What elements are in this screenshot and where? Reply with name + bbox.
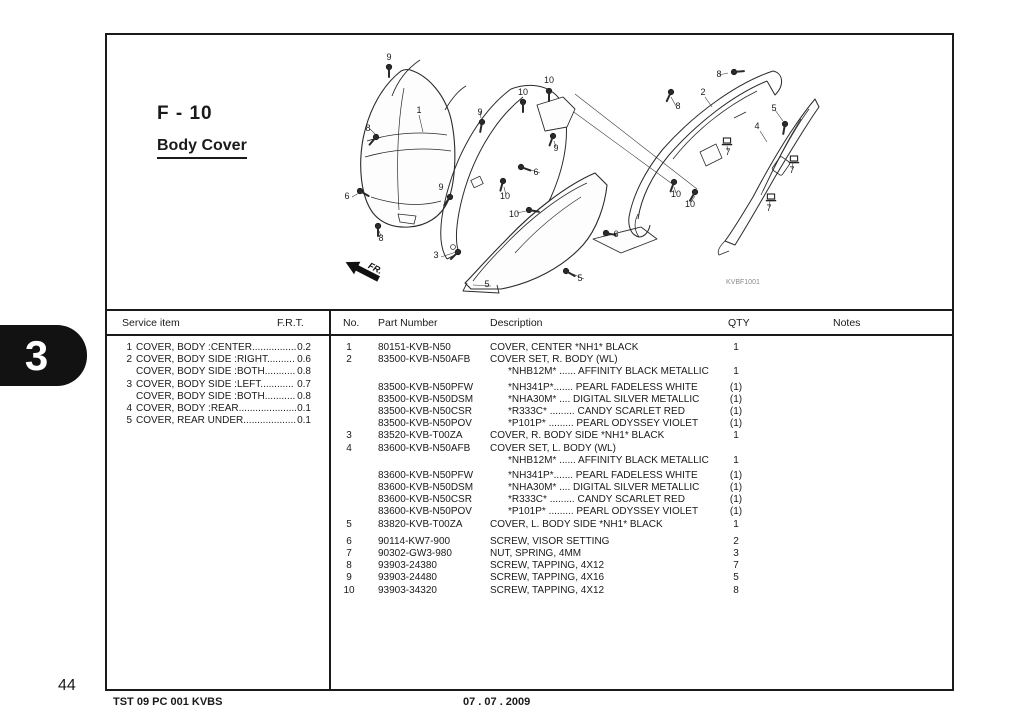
part-row-part-number: 93903-24480: [378, 572, 437, 584]
part-callout-number: 8: [716, 69, 722, 79]
parts-table-row: [330, 482, 950, 494]
section-code: F - 10: [157, 103, 213, 124]
screw-icon: [386, 64, 392, 77]
part-callout-number: 10: [517, 87, 529, 97]
spring-nut-icon: [766, 194, 776, 201]
part-row-qty: 1: [733, 518, 739, 530]
part-row-qty: 8: [733, 584, 739, 596]
section-tab-number: 3: [24, 331, 49, 379]
part-row-qty: 1: [733, 454, 739, 466]
service-row-frt: 0.8: [297, 390, 311, 402]
part-row-part-number: 83600-KVB-N50DSM: [378, 482, 474, 494]
part-row-qty: 3: [733, 548, 739, 559]
service-row-name: COVER, BODY SIDE :LEFT............: [136, 378, 294, 390]
service-item-header: Service item: [122, 317, 180, 329]
service-table-row: [105, 391, 329, 403]
part-callout-number: 6: [533, 167, 539, 177]
screw-icon: [498, 178, 507, 192]
part-row-number: 6: [346, 535, 352, 547]
description-header: Description: [490, 317, 543, 329]
part-row-part-number: 83600-KVB-N50POV: [378, 506, 472, 518]
part-callout-number: 10: [543, 75, 555, 85]
qty-header: QTY: [728, 317, 750, 329]
service-table-row: [105, 415, 329, 427]
parts-table-row: [330, 506, 950, 518]
part-row-description: COVER SET, R. BODY (WL): [490, 354, 618, 366]
part-callout-number: 10: [670, 189, 682, 199]
notes-header: Notes: [833, 317, 861, 329]
part-row-part-number: 93903-24380: [378, 560, 437, 572]
part-callout-number: 5: [771, 103, 777, 113]
part-row-part-number: 90302-GW3-980: [378, 548, 452, 559]
part-callout-number: 5: [577, 273, 583, 283]
part-row-part-number: 80151-KVB-N50: [378, 342, 451, 353]
part-row-description: SCREW, TAPPING, 4X16: [490, 572, 605, 584]
fr-arrow-label: FR.: [366, 260, 385, 277]
part-row-part-number: 83600-KVB-N50PFW: [378, 469, 474, 481]
part-row-number: 2: [346, 354, 352, 366]
parts-table-row: [330, 560, 950, 572]
table-header-rule: [105, 334, 954, 336]
exploded-parts-diagram: [105, 33, 954, 310]
spring-nut-icon: [722, 138, 732, 145]
part-row-description: COVER, R. BODY SIDE *NH1* BLACK: [490, 430, 665, 442]
parts-table-row: [330, 494, 950, 506]
part-row-part-number: 83500-KVB-N50PFW: [378, 381, 474, 393]
part-row-qty: (1): [729, 506, 743, 518]
part-row-part-number: 83600-KVB-N50AFB: [378, 442, 471, 454]
part-row-part-number: 83500-KVB-N50AFB: [378, 354, 471, 366]
part-row-qty: 5: [733, 572, 739, 584]
part-row-qty: (1): [729, 418, 743, 430]
service-row-frt: 0.8: [297, 366, 311, 378]
parts-table: [330, 342, 950, 597]
parts-table-row: [330, 418, 950, 430]
part-row-description: SCREW, VISOR SETTING: [490, 535, 610, 547]
part-row-qty: (1): [729, 494, 743, 506]
service-row-frt: 0.1: [297, 402, 311, 414]
part-row-description: COVER, L. BODY SIDE *NH1* BLACK: [490, 518, 663, 530]
part-row-qty: (1): [729, 381, 743, 393]
part-row-part-number: 83500-KVB-N50DSM: [378, 393, 474, 405]
left-body-cover-part-4: [718, 99, 819, 255]
part-callout-number: 6: [344, 191, 350, 201]
part-number-header: Part Number: [378, 317, 438, 329]
part-row-number: 5: [346, 518, 352, 530]
parts-table-row: [330, 470, 950, 482]
parts-table-row: [330, 443, 950, 455]
no-header: No.: [343, 317, 360, 329]
fr-direction-arrow: [342, 251, 384, 286]
service-row-frt: 0.1: [297, 415, 311, 427]
part-callout-number: 7: [766, 203, 772, 213]
part-callout-number: 9: [553, 143, 559, 153]
part-row-description: *P101P* ......... PEARL ODYSSEY VIOLET: [508, 506, 699, 518]
footer-doc-code: TST 09 PC 001 KVBS: [113, 696, 223, 708]
part-row-description: NUT, SPRING, 4MM: [490, 548, 582, 559]
service-row-number: 1: [126, 342, 132, 353]
part-callout-number: 10: [508, 209, 520, 219]
service-row-name: COVER, REAR UNDER...................: [136, 415, 297, 427]
part-row-number: 7: [346, 548, 352, 559]
service-row-name: COVER, BODY SIDE :RIGHT..........: [136, 354, 295, 366]
part-callout-number: 10: [499, 191, 511, 201]
part-row-part-number: 90114-KW7-900: [378, 535, 451, 547]
service-table-row: [105, 379, 329, 391]
part-callout-number: 7: [725, 147, 731, 157]
part-row-description: *R333C* ......... CANDY SCARLET RED: [508, 494, 685, 506]
service-row-name: COVER, BODY :CENTER................: [136, 342, 297, 353]
parts-table-row: [330, 382, 950, 394]
part-row-description: *R333C* ......... CANDY SCARLET RED: [508, 405, 685, 417]
part-callout-number: 10: [684, 199, 696, 209]
part-row-number: 8: [346, 560, 352, 572]
part-row-description: SCREW, TAPPING, 4X12: [490, 560, 605, 572]
part-row-description: *NHA30M* .... DIGITAL SILVER METALLIC: [508, 393, 700, 405]
parts-table-row: [330, 366, 950, 378]
service-row-frt: 0.2: [297, 342, 311, 353]
diagram-code: KVBF1001: [726, 279, 760, 286]
parts-table-row: [330, 406, 950, 418]
part-row-qty: 1: [733, 366, 739, 378]
service-table-row: [105, 403, 329, 415]
parts-table-row: [330, 585, 950, 597]
screw-icon: [449, 248, 462, 261]
part-callout-number: 2: [700, 87, 706, 97]
part-row-part-number: 83520-KVB-T00ZA: [378, 430, 463, 442]
center-cover-part-1: [361, 60, 466, 227]
screw-icon: [731, 68, 744, 75]
part-row-qty: (1): [729, 405, 743, 417]
part-callout-number: 8: [675, 101, 681, 111]
page-number: 44: [58, 677, 76, 694]
part-row-description: *NH341P*....... PEARL FADELESS WHITE: [508, 469, 698, 481]
rear-under-cover-part-5: [463, 173, 657, 293]
parts-table-row: [330, 354, 950, 366]
service-row-number: 5: [126, 415, 132, 427]
part-row-part-number: 93903-34320: [378, 584, 437, 596]
part-row-qty: (1): [729, 393, 743, 405]
part-row-description: SCREW, TAPPING, 4X12: [490, 584, 605, 596]
screw-icon: [781, 121, 789, 135]
parts-table-row: [330, 536, 950, 548]
parts-table-row: [330, 430, 950, 442]
part-row-qty: 1: [733, 342, 739, 353]
part-row-description: *NHB12M* ...... AFFINITY BLACK METALLIC: [508, 454, 709, 466]
section-tab: [0, 325, 87, 386]
part-row-qty: 7: [733, 560, 739, 572]
screw-icon: [664, 88, 674, 102]
part-row-description: *NHB12M* ...... AFFINITY BLACK METALLIC: [508, 366, 709, 378]
service-row-name: COVER, BODY SIDE :BOTH...........: [136, 390, 296, 402]
service-table-row: [105, 342, 329, 354]
part-row-description: COVER SET, L. BODY (WL): [490, 442, 616, 454]
service-row-name: COVER, BODY :REAR.....................: [136, 402, 297, 414]
service-table: [105, 342, 329, 427]
part-callout-number: 9: [477, 107, 483, 117]
frt-header: F.R.T.: [277, 317, 304, 329]
part-row-qty: 2: [733, 535, 739, 547]
part-callout-number: 3: [433, 250, 439, 260]
part-row-part-number: 83500-KVB-N50CSR: [378, 405, 472, 417]
part-row-qty: 1: [733, 430, 739, 442]
footer-date: 07 . 07 . 2009: [463, 696, 531, 708]
part-callout-number: 8: [378, 233, 384, 243]
parts-table-row: [330, 394, 950, 406]
service-row-number: 4: [126, 402, 132, 414]
part-row-description: *NH341P*....... PEARL FADELESS WHITE: [508, 381, 698, 393]
part-row-description: *NHA30M* .... DIGITAL SILVER METALLIC: [508, 482, 700, 494]
part-row-number: 9: [346, 572, 352, 584]
service-row-number: 3: [126, 378, 132, 390]
screw-icon: [546, 88, 552, 101]
part-callout-number: 7: [789, 165, 795, 175]
part-row-number: 3: [346, 430, 352, 442]
spring-nut-icon: [789, 156, 799, 163]
part-row-qty: (1): [729, 469, 743, 481]
screw-icon: [562, 267, 576, 278]
part-callout-number: 4: [754, 121, 760, 131]
part-row-part-number: 83600-KVB-N50CSR: [378, 494, 472, 506]
service-row-frt: 0.7: [297, 378, 311, 390]
part-row-number: 4: [346, 442, 352, 454]
part-row-qty: (1): [729, 482, 743, 494]
section-title: Body Cover: [157, 137, 247, 159]
part-callout-number: 5: [484, 279, 490, 289]
screw-icon: [517, 163, 531, 173]
service-row-name: COVER, BODY SIDE :BOTH...........: [136, 366, 296, 378]
part-row-number: 10: [343, 584, 355, 596]
parts-table-row: [330, 455, 950, 467]
part-callout-number: 8: [365, 123, 371, 133]
part-callout-number: 1: [416, 105, 422, 115]
parts-table-row: [330, 342, 950, 354]
service-table-row: [105, 366, 329, 378]
parts-table-row: [330, 519, 950, 531]
service-table-row: [105, 354, 329, 366]
parts-table-row: [330, 572, 950, 584]
part-callout-number: 9: [438, 182, 444, 192]
parts-table-row: [330, 548, 950, 560]
part-row-part-number: 83500-KVB-N50POV: [378, 418, 472, 430]
service-row-number: 2: [126, 354, 132, 366]
screw-icon: [478, 119, 486, 133]
part-callout-number: 9: [386, 52, 392, 62]
part-row-part-number: 83820-KVB-T00ZA: [378, 518, 463, 530]
screw-icon: [520, 99, 526, 112]
service-row-frt: 0.6: [297, 354, 311, 366]
part-callout-number: 6: [613, 229, 619, 239]
part-row-number: 1: [346, 342, 352, 353]
part-row-description: COVER, CENTER *NH1* BLACK: [490, 342, 639, 353]
part-row-description: *P101P* ......... PEARL ODYSSEY VIOLET: [508, 418, 699, 430]
